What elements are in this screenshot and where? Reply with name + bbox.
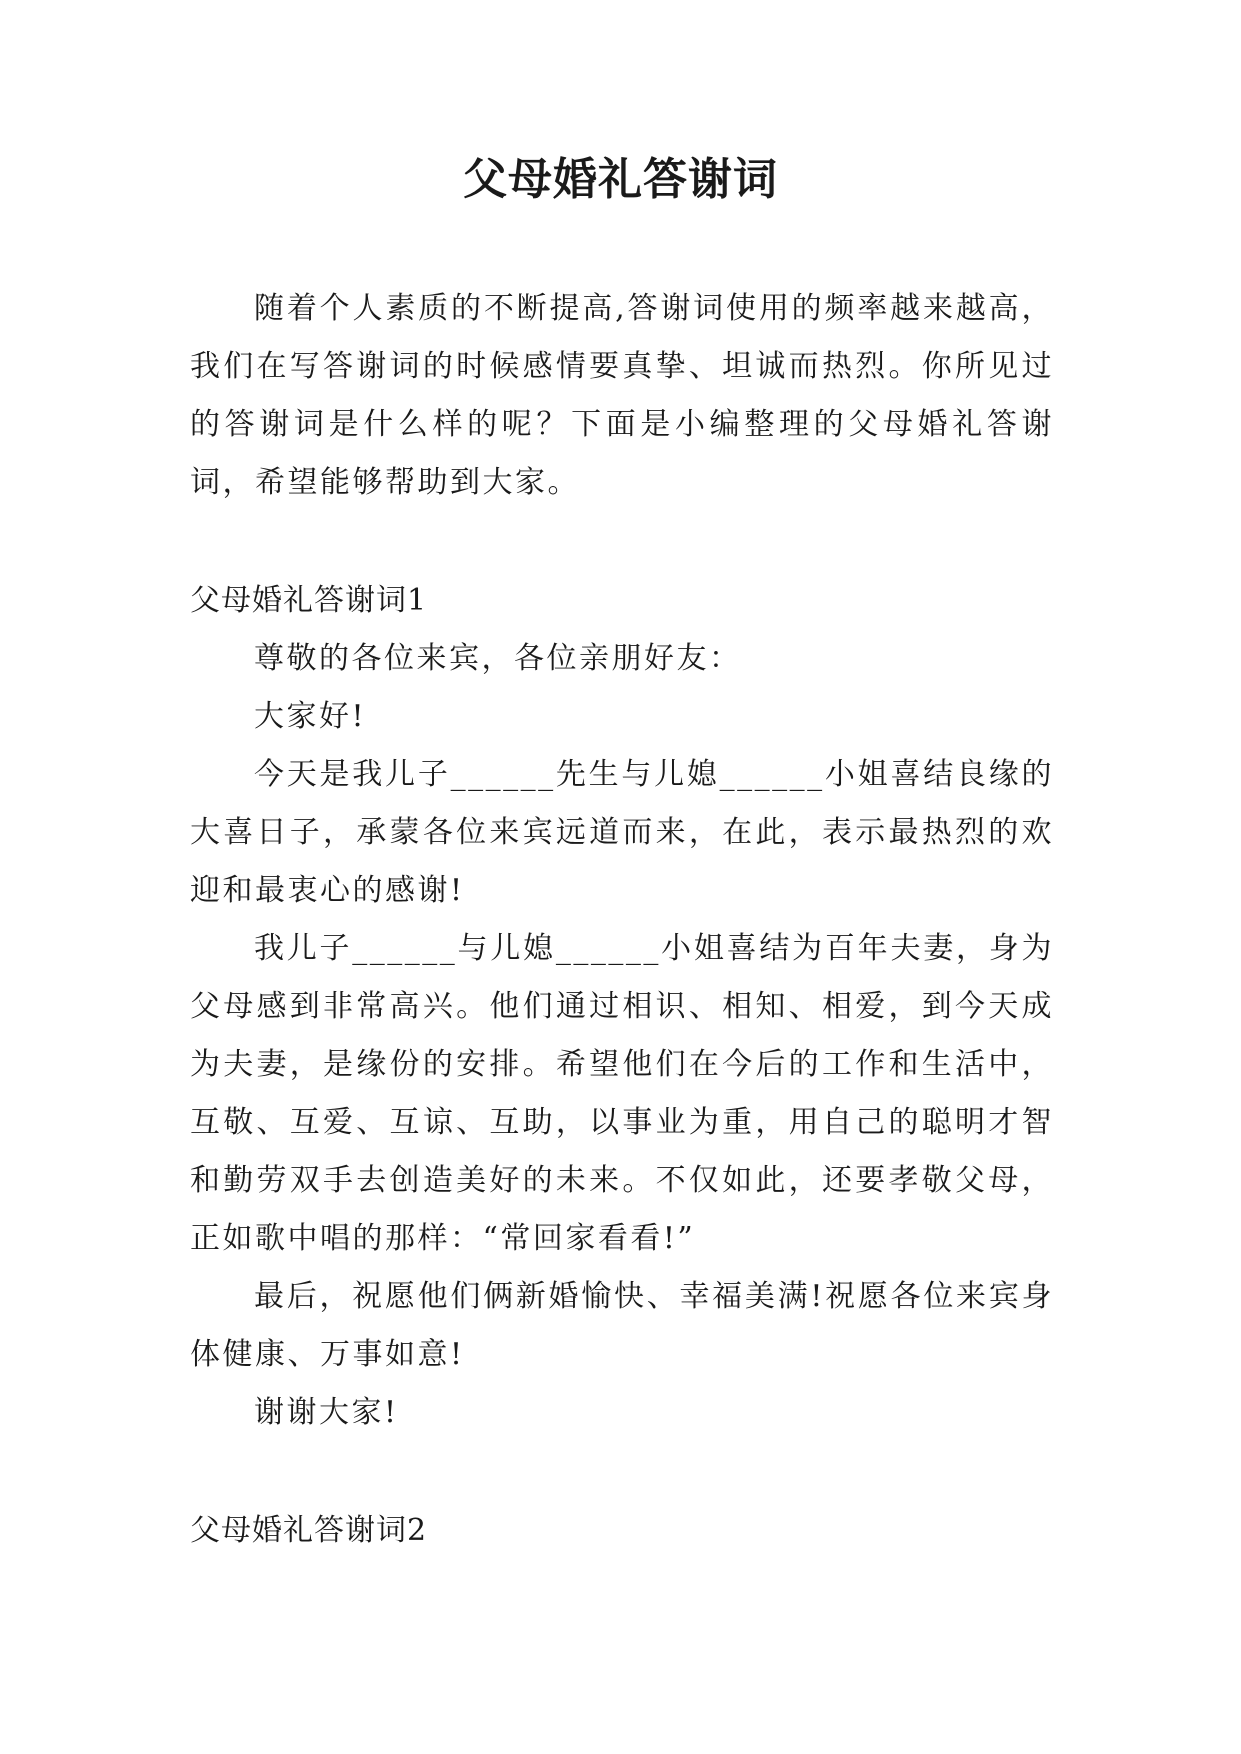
spacer	[190, 512, 1054, 572]
document-title: 父母婚礼答谢词	[463, 154, 778, 205]
spacer	[190, 1442, 1054, 1502]
document-body	[190, 280, 1054, 1560]
section-heading-1: 父母婚礼答谢词1	[190, 583, 428, 618]
closing-paragraph: 最后，祝愿他们俩新婚愉快、幸福美满!祝愿各位来宾身体健康、万事如意!	[190, 1279, 1054, 1372]
body-paragraph: 我儿子______与儿媳______小姐喜结为百年夫妻，身为父母感到非常高兴。他们通过相识、相知、相爱，到今天成为夫妻，是缘份的安排。希望他们在今后的工作和生活中，互敬、互爱、互谅、互助，以事业为重，用自己的聪明才智和勤劳双手去创造美好的未来。不仅如此，还要孝敬父母，正如歌中唱的那样：“常回家看看!”	[190, 931, 1054, 1256]
intro-paragraph: 随着个人素质的不断提高,答谢词使用的频率越来越高，我们在写答谢词的时候感情要真挚、坦诚而热烈。你所见过的答谢词是什么样的呢？下面是小编整理的父母婚礼答谢词，希望能够帮助到大家。	[190, 291, 1054, 500]
greeting-paragraph: 大家好!	[254, 699, 367, 734]
salutation-paragraph: 尊敬的各位来宾，各位亲朋好友：	[254, 641, 742, 676]
body-paragraph: 今天是我儿子______先生与儿媳______小姐喜结良缘的大喜日子，承蒙各位来宾远道而来，在此，表示最热烈的欢迎和最衷心的感谢!	[190, 757, 1054, 908]
section-heading-2: 父母婚礼答谢词2	[190, 1513, 428, 1548]
thanks-paragraph: 谢谢大家!	[254, 1395, 399, 1430]
